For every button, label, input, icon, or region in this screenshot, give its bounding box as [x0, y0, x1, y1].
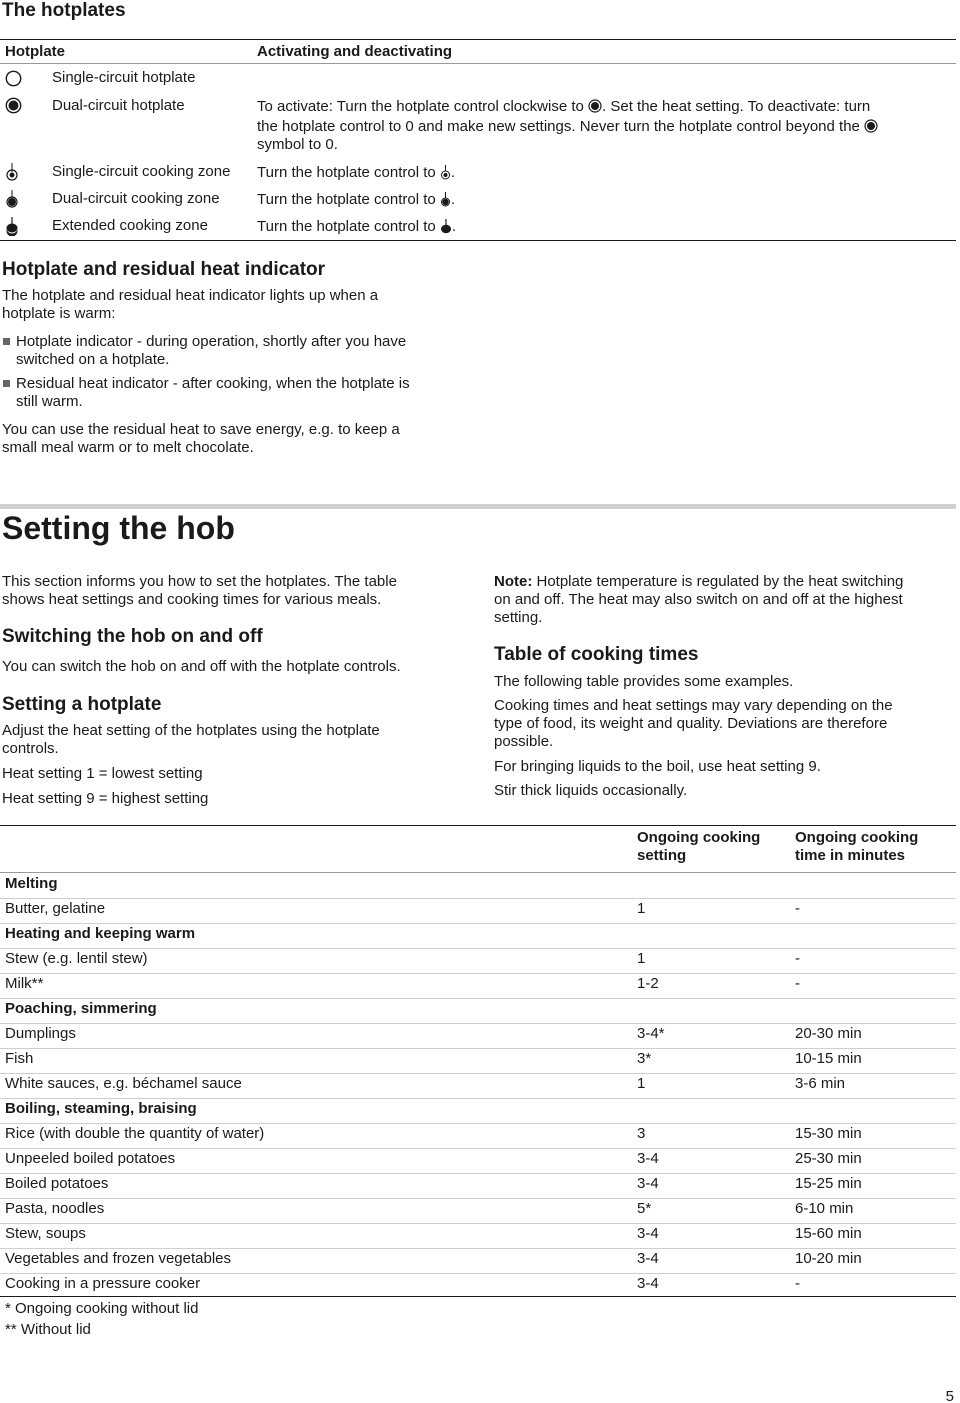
time-cell: 10-20 min [795, 1250, 862, 1267]
time-cell: 15-60 min [795, 1225, 862, 1242]
table-intro: The following table provides some examples. [494, 673, 794, 690]
hotplate-text-4-main: Turn the hotplate control to [257, 191, 436, 208]
bullet-2-line2: still warm. [16, 393, 83, 410]
footnote-2: ** Without lid [5, 1321, 91, 1338]
setting-cell: 3-4 [637, 1250, 659, 1267]
row-divider [0, 1173, 956, 1174]
vary-line-1: Cooking times and heat settings may vary depending on the [494, 697, 893, 714]
hotplate-setting-title: Setting a hotplate [2, 694, 162, 715]
setting-cell: 5* [637, 1200, 652, 1217]
hotplate-text-3 [257, 163, 455, 183]
table-group-heading: Heating and keeping warm [5, 925, 196, 942]
table-title: Table of cooking times [494, 644, 699, 665]
setting-cell: 1-2 [637, 975, 659, 992]
note-line-2: on and off. The heat may also switch on and off at the highest [494, 591, 903, 608]
cooking-table-bottom-rule [0, 1296, 956, 1297]
single-circle-icon [5, 70, 22, 87]
hotplate-text-5 [257, 217, 456, 237]
note-line-3: setting. [494, 609, 543, 626]
indicator-outro-2: small meal warm or to melt chocolate. [2, 439, 254, 456]
table-top-rule [0, 39, 956, 40]
setting-cell: 3-4* [637, 1025, 665, 1042]
setting-cell: 3-4 [637, 1175, 659, 1192]
single-zone-inline-icon [440, 164, 451, 180]
hotplate-text-4 [257, 190, 455, 210]
food-cell: Stew, soups [5, 1225, 86, 1242]
setting-cell: 3-4 [637, 1150, 659, 1167]
food-cell: Unpeeled boiled potatoes [5, 1150, 176, 1167]
indicator-title: Hotplate and residual heat indicator [2, 259, 326, 280]
row-divider [0, 998, 956, 999]
row-divider [0, 1048, 956, 1049]
time-cell: - [795, 1275, 800, 1292]
hotplate-text-3-main: Turn the hotplate control to [257, 164, 436, 181]
row-divider [0, 1198, 956, 1199]
setting-title: Setting the hob [2, 510, 235, 546]
cooking-table-top-rule [0, 825, 956, 826]
hotplate-name-1: Single-circuit hotplate [52, 69, 196, 86]
bullet-marker [3, 380, 10, 387]
heat-setting-lowest: Heat setting 1 = lowest setting [2, 765, 203, 782]
page-number: 5 [945, 1388, 954, 1403]
hotplate-setting-text-2: controls. [2, 740, 59, 757]
time-cell: 6-10 min [795, 1200, 854, 1217]
setting-cell: 1 [637, 1075, 646, 1092]
indicator-intro-2: hotplate is warm: [2, 305, 116, 322]
note-text-1: Hotplate temperature is regulated by the heat switching [532, 573, 904, 590]
time-cell: - [795, 900, 800, 917]
indicator-outro-1: You can use the residual heat to save energy, e.g. to keep a [2, 421, 400, 438]
section-title: The hotplates [2, 0, 126, 21]
table-group-heading: Boiling, steaming, braising [5, 1100, 197, 1117]
row-divider [0, 1123, 956, 1124]
setting-intro-1: This section informs you how to set the hotplates. The table [2, 573, 397, 590]
switch-title: Switching the hob on and off [2, 626, 263, 647]
food-cell: Boiled potatoes [5, 1175, 109, 1192]
setting-cell: 1 [637, 950, 646, 967]
vary-line-2: type of food, its weight and quality. Deviations are therefore [494, 715, 888, 732]
heat-setting-highest: Heat setting 9 = highest setting [2, 790, 209, 807]
time-cell: - [795, 975, 800, 992]
col-header-hotplate: Hotplate [5, 43, 65, 60]
food-cell: White sauces, e.g. béchamel sauce [5, 1075, 242, 1092]
col-header-activating: Activating and deactivating [257, 43, 453, 60]
row-divider [0, 948, 956, 949]
row-divider [0, 898, 956, 899]
extended-zone-icon [5, 216, 19, 236]
bullet-2-line1: Residual heat indicator - after cooking, when the hotplate is [16, 375, 410, 392]
food-cell: Butter, gelatine [5, 900, 106, 917]
bullet-marker [3, 338, 10, 345]
setting-cell: 3-4 [637, 1275, 659, 1292]
vary-line-3: possible. [494, 733, 554, 750]
hotplate-name-4: Dual-circuit cooking zone [52, 190, 220, 207]
setting-cell: 3-4 [637, 1225, 659, 1242]
food-cell: Pasta, noodles [5, 1200, 105, 1217]
time-cell: 25-30 min [795, 1150, 862, 1167]
setting-cell: 3 [637, 1125, 646, 1142]
table-bottom-rule [0, 240, 956, 241]
header-bottom-rule [0, 872, 956, 873]
row-divider [0, 1223, 956, 1224]
time-cell: 15-30 min [795, 1125, 862, 1142]
food-cell: Vegetables and frozen vegetables [5, 1250, 232, 1267]
time-cell: - [795, 950, 800, 967]
dual-zone-icon [5, 189, 19, 209]
hotplate-text-3-end: . [450, 164, 456, 181]
food-cell: Milk** [5, 975, 44, 992]
time-cell: 20-30 min [795, 1025, 862, 1042]
time-cell: 10-15 min [795, 1050, 862, 1067]
bullet-1-line2: switched on a hotplate. [16, 351, 170, 368]
extended-zone-inline-icon [440, 218, 452, 234]
hotplate-name-3: Single-circuit cooking zone [52, 163, 231, 180]
boil-text: For bringing liquids to the boil, use heat setting 9. [494, 758, 821, 775]
dual-circle-inline-icon [864, 119, 878, 133]
row-divider [0, 1273, 956, 1274]
food-cell: Rice (with double the quantity of water) [5, 1125, 265, 1142]
hotplate-text-4-end: . [450, 191, 456, 208]
setting-cell: 3* [637, 1050, 652, 1067]
note-line-1 [494, 573, 903, 591]
header-rule [0, 63, 956, 64]
header-time-2: time in minutes [795, 847, 906, 864]
hotplate-text-5-end: . [451, 218, 457, 235]
hotplate-text-2-part3: the hotplate control to 0 and make new settings. Never turn the hotplate control beyond the [257, 118, 860, 135]
row-divider [0, 1073, 956, 1074]
dual-circle-inline-icon [588, 99, 602, 113]
hotplate-setting-text-1: Adjust the heat setting of the hotplates using the hotplate [2, 722, 380, 739]
hotplate-text-2-part1: To activate: Turn the hotplate control clockwise to [257, 98, 584, 115]
dual-zone-inline-icon [440, 191, 451, 207]
header-setting-2: setting [637, 847, 687, 864]
hotplate-name-5: Extended cooking zone [52, 217, 208, 234]
indicator-intro-1: The hotplate and residual heat indicator lights up when a [2, 287, 379, 304]
hotplate-text-2-line1 [257, 97, 870, 117]
hotplate-text-2-line2 [257, 117, 878, 137]
footnote-1: * Ongoing cooking without lid [5, 1300, 199, 1317]
hotplate-text-2-line3: symbol to 0. [257, 136, 338, 153]
stir-text: Stir thick liquids occasionally. [494, 782, 688, 799]
row-divider [0, 923, 956, 924]
setting-cell: 1 [637, 900, 646, 917]
hotplate-text-2-part2: . Set the heat setting. To deactivate: turn [602, 98, 871, 115]
food-cell: Dumplings [5, 1025, 76, 1042]
food-cell: Fish [5, 1050, 34, 1067]
row-divider [0, 1148, 956, 1149]
table-group-heading: Poaching, simmering [5, 1000, 157, 1017]
food-cell: Cooking in a pressure cooker [5, 1275, 201, 1292]
hotplate-name-2: Dual-circuit hotplate [52, 97, 185, 114]
row-divider [0, 1023, 956, 1024]
row-divider [0, 973, 956, 974]
row-divider [0, 1248, 956, 1249]
note-label: Note: [494, 573, 533, 590]
bullet-1-line1: Hotplate indicator - during operation, shortly after you have [16, 333, 407, 350]
hotplate-text-5-main: Turn the hotplate control to [257, 218, 436, 235]
time-cell: 3-6 min [795, 1075, 846, 1092]
header-setting-1: Ongoing cooking [637, 829, 761, 846]
section-divider-bar [0, 504, 956, 509]
food-cell: Stew (e.g. lentil stew) [5, 950, 148, 967]
switch-text: You can switch the hob on and off with the hotplate controls. [2, 658, 401, 675]
setting-intro-2: shows heat settings and cooking times for various meals. [2, 591, 382, 608]
row-divider [0, 1098, 956, 1099]
table-group-heading: Melting [5, 875, 58, 892]
single-zone-icon [5, 162, 19, 182]
dual-circle-icon [5, 97, 22, 114]
header-time-1: Ongoing cooking [795, 829, 919, 846]
time-cell: 15-25 min [795, 1175, 862, 1192]
